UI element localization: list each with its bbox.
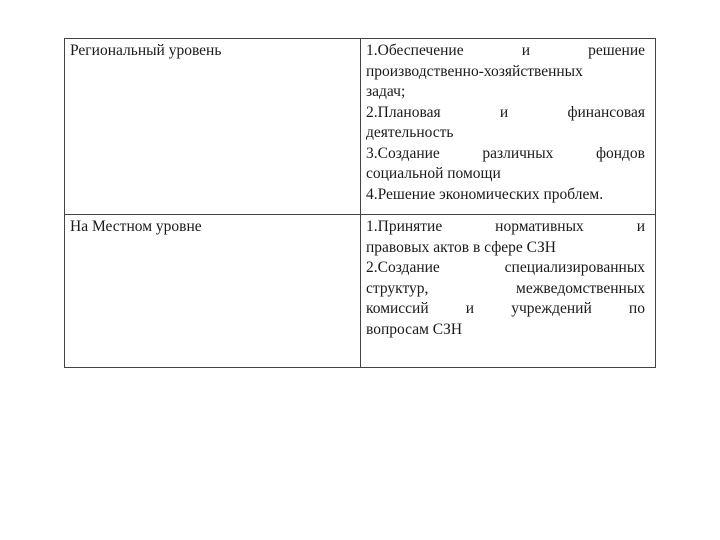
word: и [499,103,509,121]
functions-cell [361,215,656,368]
text-line: задач; [366,83,406,100]
word: специализированных [504,259,645,276]
text-line: вопросам СЗН [366,320,463,338]
text-line: 4.Решение экономических проблем. [366,185,604,203]
word: финансовая [567,103,645,121]
word: 1.Обеспечение [366,42,464,59]
level-label: Региональный уровень [70,42,222,59]
text-line [366,279,645,300]
word: 3.Создание [366,144,440,162]
text-line: социальной помощи [366,165,501,182]
word: по [628,300,645,317]
functions-cell [361,39,656,215]
text-line [366,258,645,279]
word: комиссий [366,300,429,317]
word: 1.Принятие [366,218,443,235]
table-row [65,215,656,368]
word: различных [482,144,554,162]
functions-table [64,38,656,368]
word: 2.Плановая [366,103,441,121]
word: фондов [595,144,645,162]
word: структур, [366,279,429,297]
text-line: правовых актов в сфере СЗН [366,238,556,256]
word: межведомственных [516,279,645,297]
word: и [465,300,475,317]
text-line [366,103,645,124]
word: и [636,218,645,235]
text-line: деятельность [366,124,454,141]
word: и [521,42,530,59]
word: решение [588,42,645,59]
text-line [366,144,645,165]
word: учреждений [511,300,592,317]
word: 2.Создание [366,259,440,276]
word: нормативных [495,218,584,235]
level-label: На Местном уровне [70,218,202,235]
text-line: производственно-хозяйственных [366,62,583,80]
text-line [366,41,645,62]
text-line [366,217,645,238]
text-line [366,299,645,320]
level-cell [65,39,361,215]
level-cell [65,215,361,368]
table-row [65,39,656,215]
